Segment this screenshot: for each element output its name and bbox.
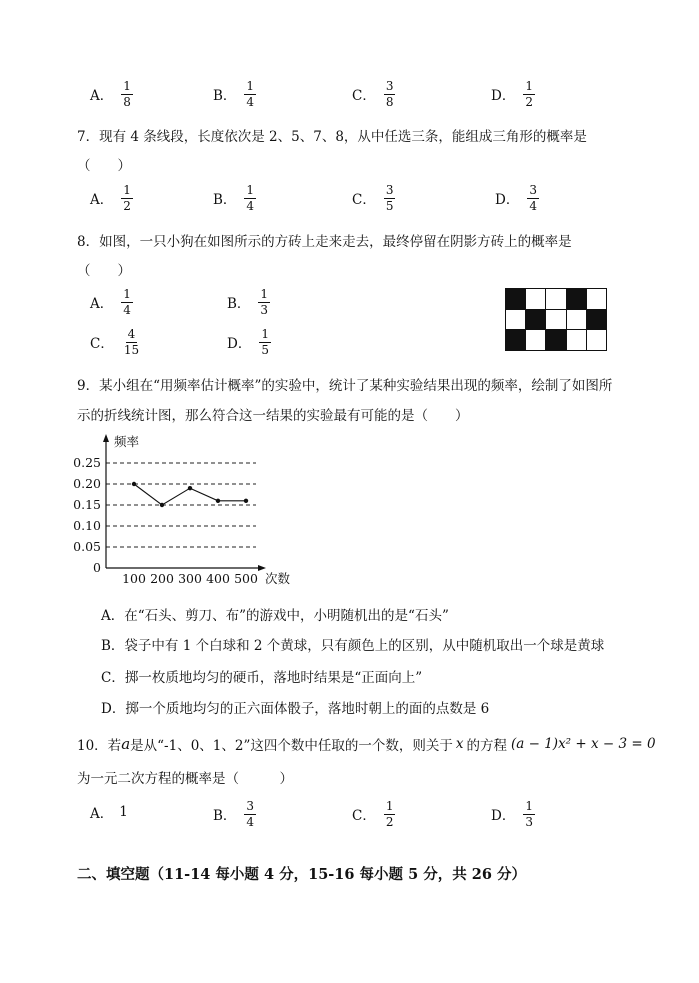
fraction: $\frac{1}{4}$ [123,287,131,317]
q10-var-a: a [121,735,131,753]
q8-option-a[interactable] [90,288,133,316]
tile-shaded [505,329,526,351]
tile-grid-figure [505,288,606,350]
option-label: C． [352,88,376,105]
q10-post: 的方程 [466,738,507,754]
tile-plain [545,309,566,331]
q10-equation: (a − 1)x² + x − 3 = 0 [511,736,656,752]
tile-shaded [566,288,587,310]
fraction: $\frac{1}{3}$ [525,799,533,829]
fraction: $\frac{1}{2}$ [525,79,533,109]
q8-answer-paren: （ ） [77,263,131,279]
fraction: $\frac{1}{4}$ [246,79,255,109]
data-point [216,499,220,503]
xtick-label: 200 [150,571,174,586]
q10-text-line1 [77,734,656,754]
tile-plain [525,329,546,351]
fraction: $\frac{1}{4}$ [246,183,255,213]
option-label: B． [213,88,237,105]
option-label: A． [90,806,114,822]
tile-shaded [545,329,566,351]
ytick-label: 0.20 [73,476,101,491]
q10-text-line2: 为一元二次方程的概率是（ ） [77,771,293,787]
q7-option-a[interactable] [90,184,133,212]
option-label: D． [491,88,516,105]
q7-option-b[interactable] [213,184,256,212]
fraction: $\frac{1}{8}$ [123,79,131,109]
option-label: A． [90,192,114,209]
q7-answer-paren: （ ） [77,158,131,174]
q9-option-d[interactable]: D．掷一个质地均匀的正六面体骰子，落地时朝上的面的点数是 6 [101,701,490,717]
tile-shaded [505,288,526,310]
fraction: $\frac{1}{5}$ [261,327,269,357]
tile-plain [586,329,607,351]
tile-plain [505,309,526,331]
ytick-label: 0.10 [73,518,101,533]
fraction: $\frac{3}{8}$ [385,79,394,109]
data-point [132,482,136,486]
q6-option-d[interactable] [491,80,535,108]
q7-option-d[interactable] [495,184,539,212]
q9-option-b[interactable]: B．袋子中有 1 个白球和 2 个黄球，只有颜色上的区别，从中随机取出一个球是黄球 [101,638,605,654]
q6-option-b[interactable] [213,80,256,108]
option-label: B． [213,192,237,209]
xtick-label: 500 [234,571,258,586]
fraction: $\frac{1}{3}$ [260,287,269,317]
option-label: D． [495,192,520,209]
tile-plain [545,288,566,310]
q10-option-c[interactable] [352,800,395,828]
xtick-label: 400 [206,571,230,586]
q10-pre: 10．若 [77,738,122,754]
q9-option-c[interactable]: C．掷一枚质地均匀的硬币，落地时结果是“正面向上” [101,670,423,686]
option-label: A． [90,88,114,105]
q7-option-c[interactable] [352,184,395,212]
tile-plain [586,288,607,310]
option-label: B． [227,296,251,313]
tile-shaded [525,309,546,331]
q10-mid: 是从“-1、0、1、2”这四个数中任取的一个数，则关于 [130,738,453,754]
chart-xlabel: 次数 [265,571,291,586]
y-axis-arrow [103,434,109,442]
fraction: $\frac{1}{2}$ [385,799,394,829]
option-label: A． [90,296,114,313]
ytick-label: 0 [93,560,101,575]
chart-xtick-labels [122,571,258,586]
fraction: $\frac{1}{2}$ [123,183,131,213]
q10-option-a[interactable] [90,802,128,822]
q7-text: 7．现有 4 条线段，长度依次是 2、5、7、8，从中任选三条，能组成三角形的概率是 [77,129,587,145]
chart-axes [103,434,266,571]
q9-option-a[interactable]: A．在“石头、剪刀、布”的游戏中，小明随机出的是“石头” [101,608,449,624]
frequency-line-chart [70,432,310,592]
tile-plain [525,288,546,310]
xtick-label: 300 [178,571,202,586]
q6-option-a[interactable] [90,80,133,108]
q10-var-x: x [455,736,464,752]
section-title-fill-in: 二、填空题（11-14 每小题 4 分，15-16 每小题 5 分，共 26 分） [77,866,526,883]
ytick-label: 0.15 [73,497,101,512]
option-value: 1 [119,804,128,820]
option-label: C． [352,808,376,825]
q9-text-line1: 9．某小组在“用频率估计概率”的实验中，统计了某种实验结果出现的频率，绘制了如图所 [77,378,613,394]
option-label: B． [213,808,237,825]
q9-text-line2: 示的折线统计图，那么符合这一结果的实验最有可能的是（ ） [77,408,469,424]
option-label: D． [491,808,516,825]
fraction: $\frac{3}{4}$ [529,183,537,213]
q8-text: 8．如图，一只小狗在如图所示的方砖上走来走去，最终停留在阴影方砖上的概率是 [77,234,572,250]
q8-option-d[interactable] [227,328,271,356]
chart-ytick-labels [73,455,101,575]
option-label: C． [352,192,376,209]
q6-option-c[interactable] [352,80,395,108]
option-label: C． [90,336,114,353]
tile-plain [566,309,587,331]
data-point [244,499,248,503]
fraction: $\frac{3}{4}$ [246,799,255,829]
q10-option-b[interactable] [213,800,256,828]
chart-grid [106,463,256,547]
xtick-label: 100 [122,571,146,586]
fraction: $\frac{3}{5}$ [385,183,394,213]
ytick-label: 0.05 [73,539,101,554]
chart-ylabel: 频率 [114,434,140,449]
tile-plain [566,329,587,351]
chart-series-points [132,482,248,507]
data-point [160,503,164,507]
q10-option-d[interactable] [491,800,535,828]
tile-shaded [586,309,607,331]
q8-option-b[interactable] [227,288,270,316]
option-label: D． [227,336,252,353]
data-point [188,486,192,490]
q8-option-c[interactable] [90,328,141,356]
fraction: $\frac{4}{15}$ [123,327,140,357]
ytick-label: 0.25 [73,455,101,470]
